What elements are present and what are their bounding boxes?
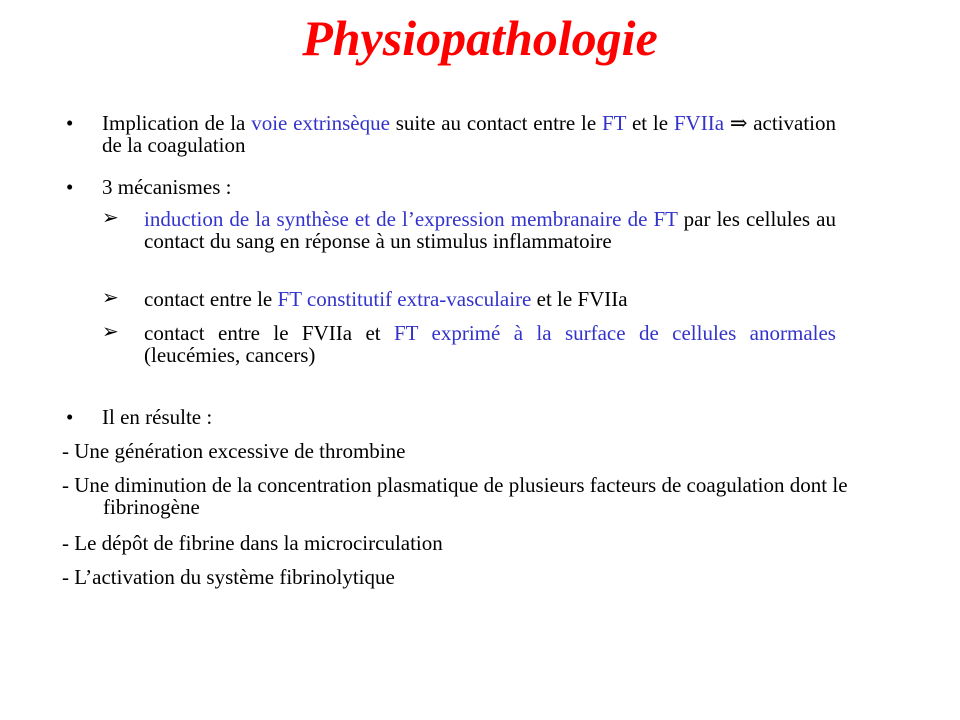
- bullet-text: [102, 112, 836, 156]
- highlighted-text: voie extrinsèque: [251, 111, 390, 135]
- arrow-bullet-icon: ➢: [102, 207, 119, 229]
- highlighted-text: FT constitutif extra-vasculaire: [277, 287, 532, 311]
- text-segment: par les cellules au contact du sang en réponse à un stimulus inflammatoire: [144, 207, 836, 253]
- arrow-bullet-icon: ➢: [102, 321, 119, 343]
- text-segment: contact entre le: [144, 287, 278, 311]
- consequence-item: - Une génération excessive de thrombine: [62, 439, 406, 463]
- sub-item-text: [144, 208, 836, 252]
- text-segment: et le: [626, 111, 674, 135]
- text-segment: Implication de la: [102, 111, 252, 135]
- text-segment: (leucémies, cancers): [144, 343, 316, 367]
- slide-title: Physiopathologie: [302, 10, 658, 66]
- highlighted-text: FT exprimé à la surface de cellules anormales: [394, 321, 836, 345]
- text-segment: contact entre le FVIIa et: [144, 321, 394, 345]
- text-segment: ⇒ activation de la coagulation: [102, 111, 837, 157]
- text-segment: 3 mécanismes :: [102, 175, 232, 199]
- bullet-symbol: •: [66, 175, 74, 199]
- sub-item-text: [144, 322, 836, 366]
- result-heading: Il en résulte :: [102, 405, 213, 429]
- bullet-symbol: •: [66, 405, 74, 429]
- consequence-item: - L’activation du système fibrinolytique: [62, 565, 395, 589]
- arrow-bullet-icon: ➢: [102, 287, 119, 309]
- consequence-item: - Une diminution de la concentration plasmatique de plusieurs facteurs de coagulation dont le fibrinogène: [62, 473, 848, 519]
- bullet-text: [102, 176, 836, 198]
- highlighted-text: FT: [602, 111, 627, 135]
- text-segment: suite au contact entre le: [389, 111, 602, 135]
- highlighted-text: induction de la synthèse et de l’expression membranaire de FT: [144, 207, 678, 231]
- highlighted-text: FVIIa: [673, 111, 725, 135]
- text-segment: et le FVIIa: [531, 287, 628, 311]
- sub-item-text: [144, 288, 836, 310]
- consequence-item: - Le dépôt de fibrine dans la microcirculation: [62, 531, 443, 555]
- bullet-symbol: •: [66, 111, 74, 135]
